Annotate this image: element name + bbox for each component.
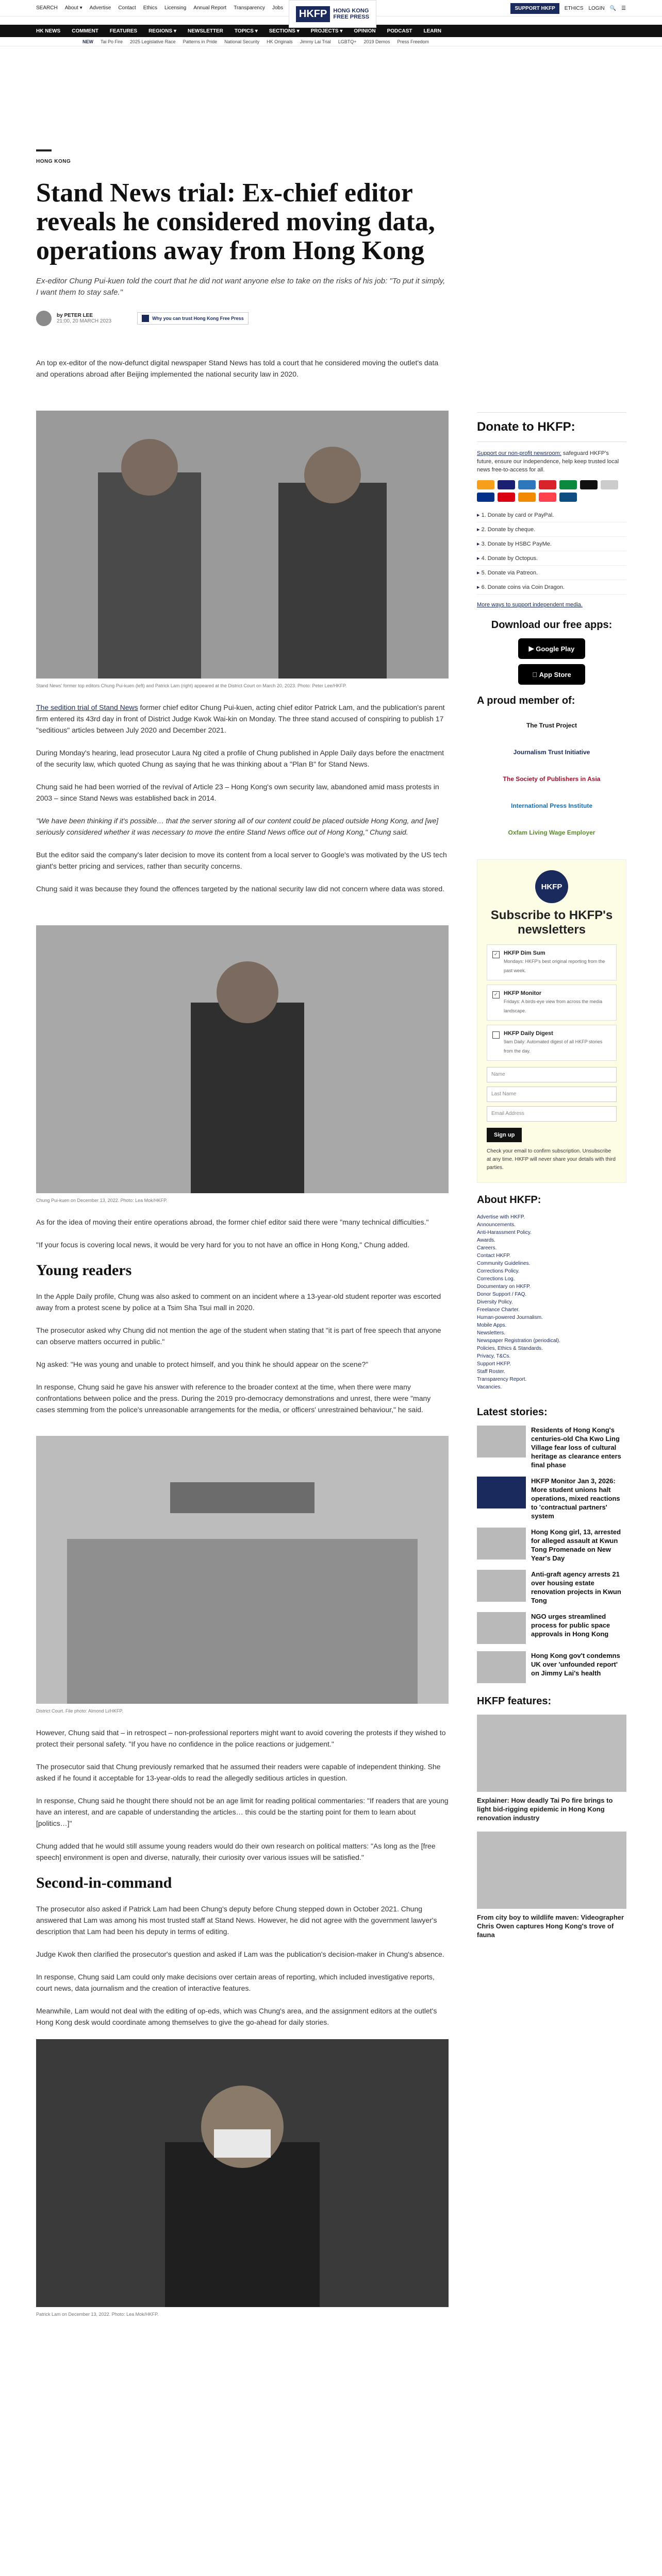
option-desc: Mondays: HKFP's best original reporting from the past week.	[504, 959, 605, 973]
about-link[interactable]: About ▾	[64, 5, 82, 11]
signup-button[interactable]: Sign up	[487, 1128, 522, 1142]
member-ipi[interactable]: International Press Institute	[510, 802, 593, 809]
licensing-link[interactable]: Licensing	[164, 5, 187, 11]
about-link[interactable]: Policies, Ethics & Standards.	[477, 1346, 543, 1351]
photo-caption: Stand News' former top editors Chung Pui-kuen (left) and Patrick Lam (right) appeared at the District Court on March 20, 2023. Photo: Peter Lee/HKFP.	[36, 683, 347, 688]
latest-story[interactable]	[477, 1612, 626, 1644]
last-name-input[interactable]: Last Name	[487, 1087, 617, 1102]
about-link[interactable]: Support HKFP.	[477, 1361, 511, 1367]
feature-image	[477, 1832, 626, 1909]
google-play-button[interactable]	[518, 638, 585, 659]
nav-projects[interactable]: PROJECTS ▾	[310, 28, 343, 34]
features-title: HKFP features:	[477, 1696, 552, 1707]
photo-illustration	[36, 1436, 449, 1704]
paragraph: In response, Chung said he gave his answer with reference to the broader context at the time, when there were many confrontations between police and the press. During the 2019 pro-democracy demonstrations and unrest, there were "many cases stemming from the police's unreasonable arrangements for the media, or officers' unrestrained behaviour," he said.	[36, 1383, 431, 1414]
advertise-link[interactable]: Advertise	[89, 5, 111, 11]
newsletter-box	[477, 859, 626, 1183]
member-oxfam[interactable]: Oxfam Living Wage Employer	[508, 829, 595, 836]
contact-link[interactable]: Contact	[118, 5, 136, 11]
about-link[interactable]: Freelance Charter.	[477, 1307, 520, 1313]
photo-caption: Chung Pui-kuen on December 13, 2022. Photo: Lea Mok/HKFP.	[36, 1198, 168, 1203]
nav-hk-news[interactable]: HK NEWS	[36, 28, 61, 34]
paragraph: In the Apple Daily profile, Chung was also asked to comment on an incident where a 13-year-old student reporter was escorted away from a protest scene by police at a Tsim Sha Tsui mall in 2020.	[36, 1292, 441, 1312]
publish-date: 21:00, 20 MARCH 2023	[57, 318, 112, 324]
tag-item[interactable]: LGBTQ+	[338, 39, 357, 44]
feature-title: Explainer: How deadly Tai Po fire brings to light bid-rigging epidemic in Hong Kong renovation industry	[477, 1797, 613, 1822]
paragraph: As for the idea of moving their entire operations abroad, the former chief editor said there were "many technical difficulties."	[36, 1218, 429, 1226]
author-name[interactable]: PETER LEE	[64, 313, 93, 318]
about-link[interactable]: Newspaper Registration (periodical).	[477, 1338, 560, 1344]
email-input[interactable]: Email Address	[487, 1106, 617, 1122]
latest-story[interactable]	[477, 1426, 626, 1469]
google-play-label: Google Play	[536, 645, 575, 653]
paragraph-text: former chief editor Chung Pui-kuen, acting chief editor Patrick Lam, and the publication's parent firm entered its 43rd day in front of District Judge Kwok Wai-kin on Monday. The three stand accused of conspiring to publish 17 "seditious" articles between July 2020 and December 2021.	[36, 703, 445, 734]
nav-topics[interactable]: TOPICS ▾	[234, 28, 258, 34]
nav-regions[interactable]: REGIONS ▾	[148, 28, 176, 34]
article	[36, 149, 449, 2330]
paragraph: "If your focus is covering local news, it would be very hard for you to not have an office in Hong Kong," Chung added.	[36, 1241, 410, 1249]
mastercard-icon	[477, 480, 494, 489]
jcb-icon	[559, 480, 577, 489]
site-logo[interactable]	[289, 0, 376, 28]
tag-item[interactable]: Press Freedom	[397, 39, 429, 44]
newsletter-note: Check your email to confirm subscription. Unsubscribe at any time. HKFP will never share your details with third parties.	[487, 1148, 616, 1171]
donate-option[interactable]: ▸ 6. Donate coins via Coin Dragon.	[477, 580, 626, 595]
story-thumbnail	[477, 1426, 526, 1458]
member-jti[interactable]: Journalism Trust Initiative	[513, 749, 590, 756]
about-link[interactable]: Documentary on HKFP.	[477, 1284, 531, 1290]
top-right-actions	[510, 3, 626, 14]
paragraph: Meanwhile, Lam would not deal with the editing of op-eds, which was Chung's area, and the assignment editors at the outlet's Hong Kong desk would coordinate among themselves to give the go-ahead for daily stories.	[36, 2007, 437, 2026]
paragraph: "We have been thinking if it's possible… that the server storing all of our content could be placed outside Hong Kong, and [we] seriously considered whether it was necessary to move the entire Stand News office out of Hong Kong," Chung said.	[36, 817, 439, 836]
visa-icon	[498, 480, 515, 489]
story-thumbnail	[477, 1612, 526, 1644]
about-link[interactable]: Diversity Policy.	[477, 1299, 513, 1305]
option-title: HKFP Monitor	[504, 990, 542, 996]
paragraph: Judge Kwok then clarified the prosecutor's question and asked if Lam was the publication's decision-maker in Chung's absence.	[36, 1950, 444, 1958]
donate-option[interactable]: ▸ 2. Donate by cheque.	[477, 522, 626, 537]
newsletter-title: Subscribe to HKFP's newsletters	[490, 908, 613, 937]
about-link[interactable]: Corrections Log.	[477, 1276, 515, 1282]
story-title: NGO urges streamlined process for public space approvals in Hong Kong	[531, 1613, 610, 1638]
byline: by PETER LEE 21:00, 20 MARCH 2023 Why you can trust Hong Kong Free Press	[36, 311, 449, 326]
about-link[interactable]: Corrections Policy.	[477, 1268, 520, 1274]
donate-option[interactable]: ▸ 1. Donate by card or PayPal.	[477, 508, 626, 522]
octopus-icon	[518, 493, 536, 502]
nav-comment[interactable]: COMMENT	[72, 28, 98, 34]
applepay-icon	[580, 480, 598, 489]
nav-newsletter[interactable]: NEWSLETTER	[187, 28, 223, 34]
paragraph: However, Chung said that – in retrospect – non-professional reporters might want to avoid covering the protests if they wished to protect their personal safety. "If you have no confidence in the police reactions or judgement."	[36, 1728, 446, 1748]
story-thumbnail	[477, 1528, 526, 1560]
article-photo-2	[36, 925, 449, 1193]
about-link[interactable]: Privacy, T&Cs.	[477, 1353, 511, 1359]
amex-icon	[518, 480, 536, 489]
payment-icons	[477, 480, 626, 502]
donate-note-text: safeguard HKFP's future, ensure our independence, help keep trusted local news free-to-access for all.	[477, 450, 619, 473]
member-title: A proud member of:	[477, 695, 575, 706]
paragraph: An top ex-editor of the now-defunct digital newspaper Stand News has told a court that he considered moving the outlet's data and operations abroad after Beijing implemented the national security law in 2020.	[36, 359, 439, 378]
story-thumbnail	[477, 1570, 526, 1602]
sidebar	[477, 412, 626, 1948]
transparency-link[interactable]: Transparency	[234, 5, 265, 11]
sedition-trial-link[interactable]: The sedition trial of Stand News	[36, 703, 138, 711]
latest-title: Latest stories:	[477, 1406, 548, 1418]
feature-story[interactable]	[477, 1715, 626, 1822]
ethics-button[interactable]: ETHICS	[564, 6, 584, 11]
photo-illustration	[36, 925, 449, 1193]
feature-title: From city boy to wildlife maven: Videographer Chris Owen captures Hong Kong's trove of fauna	[477, 1913, 624, 1939]
article-lede: Ex-editor Chung Pui-kuen told the court that he did not want anyone else to take on the risks of his job: "To put it simply, I want them to stay safe."	[36, 277, 445, 297]
paypal-icon	[477, 493, 494, 502]
photo-illustration	[36, 2039, 449, 2307]
search-icon[interactable]: 🔍	[609, 6, 617, 11]
paragraph: The prosecutor asked why Chung did not mention the age of the student when stating that "it is part of free speech that anyone can observe matters occurred in public."	[36, 1326, 441, 1346]
photo-caption: Patrick Lam on December 13, 2022. Photo: Lea Mok/HKFP.	[36, 2312, 159, 2317]
donate-option[interactable]: ▸ 3. Donate by HSBC PayMe.	[477, 537, 626, 551]
name-input[interactable]: Name	[487, 1067, 617, 1082]
option-title: HKFP Daily Digest	[504, 1030, 553, 1037]
apps-title: Download our free apps:	[491, 619, 613, 631]
tag-item[interactable]: 2019 Demos	[363, 39, 390, 44]
ethics-link[interactable]: Ethics	[143, 5, 158, 11]
nav-features[interactable]: FEATURES	[109, 28, 138, 34]
tag-item[interactable]: Jimmy Lai Trial	[300, 39, 331, 44]
feature-story[interactable]	[477, 1832, 626, 1939]
subheading: Young readers	[36, 1262, 132, 1279]
about-link[interactable]: Advertise with HKFP.	[477, 1214, 525, 1220]
apple-icon	[535, 670, 537, 679]
about-link[interactable]: Anti-Harassment Policy.	[477, 1230, 532, 1235]
nav-sections[interactable]: SECTIONS ▾	[269, 28, 300, 34]
story-title: Hong Kong girl, 13, arrested for alleged assault at Kwun Tong Promenade on New Year's Day	[531, 1528, 621, 1562]
article-photo-1	[36, 411, 449, 679]
about-link[interactable]: Contact HKFP.	[477, 1253, 511, 1259]
paragraph: The prosecutor also asked if Patrick Lam had been Chung's deputy before Chung stepped down in October 2021. Chung answered that Lam was among his most trusted staff at Stand News. However, he did not agree with the government lawyer's description that Lam had been his deputy in terms of editing.	[36, 1905, 437, 1936]
article-body	[36, 357, 449, 2318]
payme-icon	[498, 493, 515, 502]
member-sopa[interactable]: The Society of Publishers in Asia	[503, 775, 601, 783]
paragraph: Ng asked: "He was young and unable to protect himself, and you think he should appear on the scene?"	[36, 1360, 369, 1368]
more-ways-link[interactable]: More ways to support independent media.	[477, 602, 583, 608]
latest-story[interactable]	[477, 1477, 626, 1520]
member-trust-project[interactable]: The Trust Project	[526, 722, 577, 729]
nav-learn[interactable]: LEARN	[423, 28, 441, 34]
jobs-link[interactable]: Jobs	[272, 5, 284, 11]
about-link[interactable]: Staff Roster.	[477, 1369, 505, 1375]
app-store-label: App Store	[536, 670, 569, 679]
newsletter-option-dimsum[interactable]	[487, 944, 617, 980]
author-avatar	[36, 311, 52, 326]
trending-tags	[0, 37, 662, 46]
trust-badge[interactable]	[137, 312, 249, 325]
about-list	[477, 1213, 626, 1391]
checkbox-unchecked[interactable]	[492, 1031, 500, 1039]
about-title: About HKFP:	[477, 1194, 541, 1206]
option-desc: Fridays: A birds-eye view from across the media landscape.	[504, 999, 603, 1013]
about-link[interactable]: Transparency Report.	[477, 1377, 527, 1382]
login-button[interactable]: LOGIN	[588, 6, 605, 11]
checkbox-checked[interactable]: ✓	[492, 991, 500, 998]
logo-line1: HONG KONG	[333, 8, 369, 14]
paragraph: But the editor said the company's later decision to move its content from a local server to Google's was motivated by the US tech giant's better pricing and services, rather than security concerns.	[36, 851, 447, 870]
new-badge: NEW	[82, 39, 93, 44]
option-desc: 9am Daily: Automated digest of all HKFP stories from the day.	[504, 1039, 603, 1054]
about-link[interactable]: Community Guidelines.	[477, 1261, 531, 1266]
menu-icon[interactable]: ☰	[621, 6, 626, 11]
donate-option[interactable]: ▸ 5. Donate via Patreon.	[477, 566, 626, 580]
donate-note	[477, 449, 626, 474]
article-kicker[interactable]: HONG KONG	[36, 159, 71, 164]
support-button[interactable]: SUPPORT HKFP	[510, 3, 559, 14]
story-title: Anti-graft agency arrests 21 over housing estate renovation projects in Kwun Tong	[531, 1570, 621, 1604]
unionpay-icon	[539, 480, 556, 489]
paragraph: During Monday's hearing, lead prosecutor Laura Ng cited a profile of Chung published in Apple Daily days before the enactment of the security law, which quoted Chung as saying that he was thinking about a "Plan B" for Stand News.	[36, 749, 444, 768]
newsletter-logo: HKFP	[535, 870, 568, 903]
tag-item[interactable]: 2025 Legislative Race	[130, 39, 176, 44]
annual-report-link[interactable]: Annual Report	[193, 5, 227, 11]
fps-icon	[559, 493, 577, 502]
article-title: Stand News trial: Ex-chief editor reveals he considered moving data, operations away from Hong Kong	[36, 178, 435, 265]
latest-story[interactable]	[477, 1570, 626, 1605]
subheading: Second-in-command	[36, 1874, 172, 1891]
app-store-button[interactable]	[518, 664, 585, 685]
about-link[interactable]: Donor Support / FAQ.	[477, 1292, 527, 1297]
photo-caption: District Court. File photo: Almond Li/HKFP.	[36, 1708, 123, 1714]
checkbox-checked[interactable]: ✓	[492, 951, 500, 958]
paragraph: The prosecutor said that Chung previously remarked that he assumed their readers were capable of independent thinking. She asked if he found it acceptable for 13-year-olds to read the allegedly seditious articles in question.	[36, 1762, 441, 1782]
story-title: Residents of Hong Kong's centuries-old Cha Kwo Ling Village fear loss of cultural heritage as clearance enters final phase	[531, 1426, 621, 1469]
story-title: Hong Kong gov't condemns UK over 'unfounded report' on Jimmy Lai's health	[531, 1652, 620, 1677]
donate-title: Donate to HKFP:	[477, 420, 575, 434]
google-play-icon: ▶	[528, 645, 536, 652]
story-title: HKFP Monitor Jan 3, 2026: More student unions halt operations, mixed reactions to 'contractual partners' system	[531, 1477, 620, 1520]
paragraph: Chung said he had been worried of the revival of Article 23 – Hong Kong's own security law, abandoned amid mass protests in 2003 – since Stand News was established back in 2014.	[36, 783, 439, 802]
about-link[interactable]: Human-powered Journalism.	[477, 1315, 543, 1320]
paragraph: Chung said it was because they found the offences targeted by the national security law did not concern where data was stored.	[36, 885, 445, 893]
paragraph: In response, Chung said Lam could only make decisions over certain areas of reporting, which included investigative reports, court news, data journalism and the creation of interactive features.	[36, 1973, 435, 1992]
donate-note-link[interactable]: Support our non-profit newsroom:	[477, 450, 561, 456]
paragraph: In response, Chung said he thought there should not be an age limit for reading political commentaries: "If readers that are young have an interest, and are capable of understanding the articles… this could be the starting point for them to learn about [politics…]"	[36, 1797, 449, 1827]
feature-image	[477, 1715, 626, 1792]
latest-story[interactable]	[477, 1651, 626, 1683]
paragraph: Chung added that he would still assume young readers would do their own research on political matters: "As long as the [free speech] environment is open and diverse, naturally, their curiosity over various issues will be satisfied."	[36, 1842, 436, 1861]
newsletter-option-digest[interactable]	[487, 1025, 617, 1061]
nav-podcast[interactable]: PODCAST	[387, 28, 412, 34]
about-link[interactable]: Announcements.	[477, 1222, 516, 1228]
about-link[interactable]: Newsletters.	[477, 1330, 506, 1336]
search-link[interactable]: SEARCH	[36, 5, 58, 11]
kicker-rule	[36, 149, 52, 151]
story-thumbnail	[477, 1651, 526, 1683]
option-title: HKFP Dim Sum	[504, 950, 545, 956]
patreon-icon	[539, 493, 556, 502]
about-link[interactable]: Mobile Apps.	[477, 1323, 507, 1328]
about-link[interactable]: Awards.	[477, 1238, 495, 1243]
about-link[interactable]: Careers.	[477, 1245, 497, 1251]
gpay-icon	[601, 480, 618, 489]
tag-item[interactable]: National Security	[224, 39, 260, 44]
tag-item[interactable]: Tai Po Fire	[101, 39, 123, 44]
latest-story[interactable]	[477, 1528, 626, 1563]
article-photo-3	[36, 1436, 449, 1704]
tag-item[interactable]: Patterns in Pride	[183, 39, 218, 44]
article-photo-4	[36, 2039, 449, 2307]
tag-item[interactable]: HK Originals	[267, 39, 293, 44]
logo-mark: HKFP	[296, 6, 330, 22]
trust-icon	[142, 315, 149, 322]
nav-opinion[interactable]: OPINION	[354, 28, 376, 34]
about-link[interactable]: Vacancies.	[477, 1384, 502, 1390]
logo-line2: FREE PRESS	[333, 14, 370, 20]
story-thumbnail	[477, 1477, 526, 1509]
donate-option[interactable]: ▸ 4. Donate by Octopus.	[477, 551, 626, 566]
photo-illustration	[36, 411, 449, 679]
trust-label: Why you can trust Hong Kong Free Press	[152, 316, 244, 321]
newsletter-option-monitor[interactable]	[487, 985, 617, 1021]
